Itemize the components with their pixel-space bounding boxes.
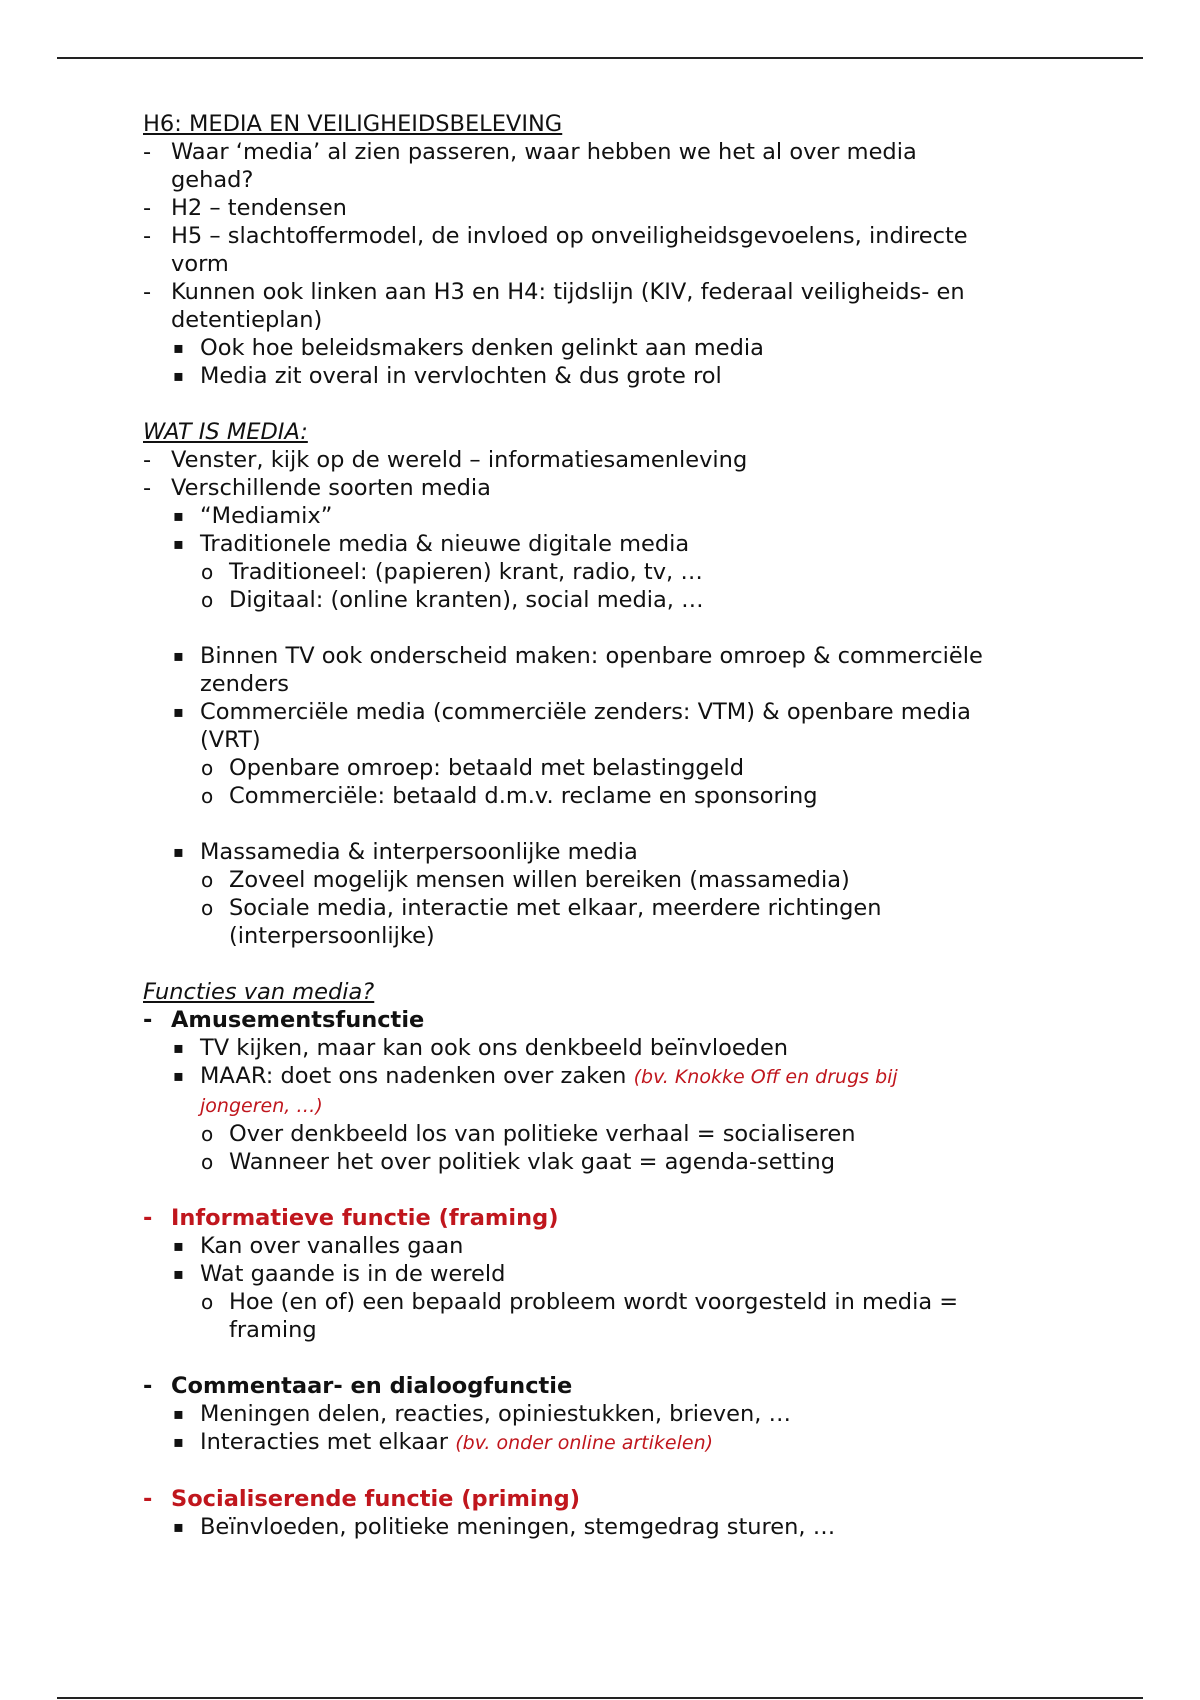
sub-list-item: ▪ Beïnvloeden, politieke meningen, stemgedrag sturen, … — [173, 1514, 836, 1540]
bottom-rule — [57, 1697, 1143, 1699]
list-item-continuation: (interpersoonlijke) — [229, 923, 435, 949]
sub-sub-list-item: o Traditioneel: (papieren) krant, radio, tv, … — [201, 559, 703, 585]
sub-list-item: ▪ Ook hoe beleidsmakers denken gelinkt aan media — [173, 335, 764, 361]
sub-list-item: ▪ MAAR: doet ons nadenken over zaken (bv. Knokke Off en drugs bij — [173, 1063, 898, 1089]
list-item-continuation: vorm — [171, 251, 229, 277]
list-item: - Venster, kijk op de wereld – informatiesamenleving — [143, 447, 748, 473]
function-heading-informatief: - Informatieve functie (framing) — [143, 1205, 559, 1231]
sub-sub-list-item: o Commerciële: betaald d.m.v. reclame en sponsoring — [201, 783, 818, 809]
sub-sub-list-item: o Hoe (en of) een bepaald probleem wordt voorgesteld in media = — [201, 1289, 959, 1315]
sub-sub-list-item: o Openbare omroep: betaald met belastinggeld — [201, 755, 745, 781]
example-note: (bv. Knokke Off en drugs bij — [633, 1066, 898, 1088]
sub-list-item: ▪ Wat gaande is in de wereld — [173, 1261, 506, 1287]
list-item: - H5 – slachtoffermodel, de invloed op onveiligheidsgevoelens, indirecte — [143, 223, 968, 249]
sub-list-item: ▪ Kan over vanalles gaan — [173, 1233, 464, 1259]
function-heading-commentaar: - Commentaar- en dialoogfunctie — [143, 1373, 573, 1399]
list-item-continuation: (VRT) — [200, 727, 261, 753]
list-item-continuation: jongeren, …) — [200, 1095, 323, 1117]
sub-list-item: ▪ Meningen delen, reacties, opiniestukken, brieven, … — [173, 1401, 792, 1427]
sub-sub-list-item: o Zoveel mogelijk mensen willen bereiken (massamedia) — [201, 867, 850, 893]
sub-sub-list-item: o Digitaal: (online kranten), social media, … — [201, 587, 704, 613]
sub-sub-list-item: o Over denkbeeld los van politieke verhaal = socialiseren — [201, 1121, 856, 1147]
sub-list-item: ▪ Massamedia & interpersoonlijke media — [173, 839, 638, 865]
list-item: - Waar ‘media’ al zien passeren, waar hebben we het al over media — [143, 139, 917, 165]
sub-list-item: ▪ Binnen TV ook onderscheid maken: openbare omroep & commerciële — [173, 643, 983, 669]
function-heading-amusement: - Amusementsfunctie — [143, 1007, 425, 1033]
section-heading-functies: Functies van media? — [143, 979, 375, 1005]
top-rule — [57, 57, 1143, 59]
sub-list-item: ▪ Commerciële media (commerciële zenders: VTM) & openbare media — [173, 699, 971, 725]
document-page — [143, 110, 1073, 1541]
sub-sub-list-item: o Wanneer het over politiek vlak gaat = agenda-setting — [201, 1149, 835, 1175]
list-item-continuation: zenders — [200, 671, 290, 697]
list-item-continuation: gehad? — [171, 167, 254, 193]
list-item: - H2 – tendensen — [143, 195, 347, 221]
example-note: (bv. onder online artikelen) — [455, 1432, 714, 1454]
sub-sub-list-item: o Sociale media, interactie met elkaar, meerdere richtingen — [201, 895, 882, 921]
page-title: H6: MEDIA EN VEILIGHEIDSBELEVING — [143, 111, 563, 137]
sub-list-item: ▪ Traditionele media & nieuwe digitale media — [173, 531, 690, 557]
sub-list-item: ▪ TV kijken, maar kan ook ons denkbeeld beïnvloeden — [173, 1035, 789, 1061]
function-heading-socialiserend: - Socialiserende functie (priming) — [143, 1486, 581, 1512]
section-heading-wat-is-media: WAT IS MEDIA: — [143, 419, 308, 445]
list-item-continuation: framing — [229, 1317, 317, 1343]
list-item-continuation: detentieplan) — [171, 307, 323, 333]
sub-list-item: ▪ Media zit overal in vervlochten & dus grote rol — [173, 363, 722, 389]
sub-list-item: ▪ Interacties met elkaar (bv. onder online artikelen) — [173, 1429, 714, 1455]
list-item: - Kunnen ook linken aan H3 en H4: tijdslijn (KIV, federaal veiligheids- en — [143, 279, 965, 305]
sub-list-item: ▪ “Mediamix” — [173, 503, 333, 529]
list-item: - Verschillende soorten media — [143, 475, 491, 501]
